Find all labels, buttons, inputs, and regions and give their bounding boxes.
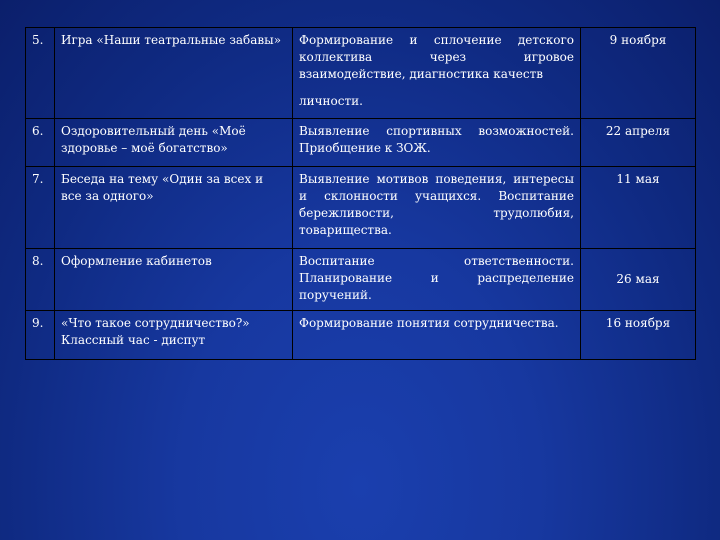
event-goal: Выявление спортивных возможностей. Приобщение к ЗОЖ. [293, 119, 581, 167]
row-number: 9. [26, 311, 55, 360]
row-number: 6. [26, 119, 55, 167]
event-goal: Воспитание ответственности. Планирование и распределение поручений. [293, 249, 581, 311]
event-date: 16 ноября [581, 311, 696, 360]
event-name: Игра «Наши театральные забавы» [55, 28, 293, 119]
row-number: 7. [26, 167, 55, 249]
event-goal [293, 28, 581, 119]
event-goal: Формирование понятия сотрудничества. [293, 311, 581, 360]
event-name: Оздоровительный день «Моё здоровье – моё богатство» [55, 119, 293, 167]
row-number: 5. [26, 28, 55, 119]
row-number: 8. [26, 249, 55, 311]
event-name: «Что такое сотрудничество?» Классный час - диспут [55, 311, 293, 360]
table-row [26, 249, 696, 311]
table-row [26, 311, 696, 360]
table-row [26, 28, 696, 119]
event-name: Оформление кабинетов [55, 249, 293, 311]
table-row [26, 119, 696, 167]
table-row [26, 167, 696, 249]
event-goal: Выявление мотивов поведения, интересы и склонности учащихся. Воспитание бережливости, трудолюбия, товарищества. [293, 167, 581, 249]
event-goal-text: Формирование и сплочение детского коллектива через игровое взаимодействие, диагностика качеств [299, 33, 574, 81]
event-date: 22 апреля [581, 119, 696, 167]
event-date: 26 мая [581, 249, 696, 311]
event-name: Беседа на тему «Один за всех и все за одного» [55, 167, 293, 249]
event-date: 11 мая [581, 167, 696, 249]
event-date: 9 ноября [581, 28, 696, 119]
activity-plan-table [25, 27, 696, 360]
event-goal-continuation: личности. [299, 94, 363, 108]
